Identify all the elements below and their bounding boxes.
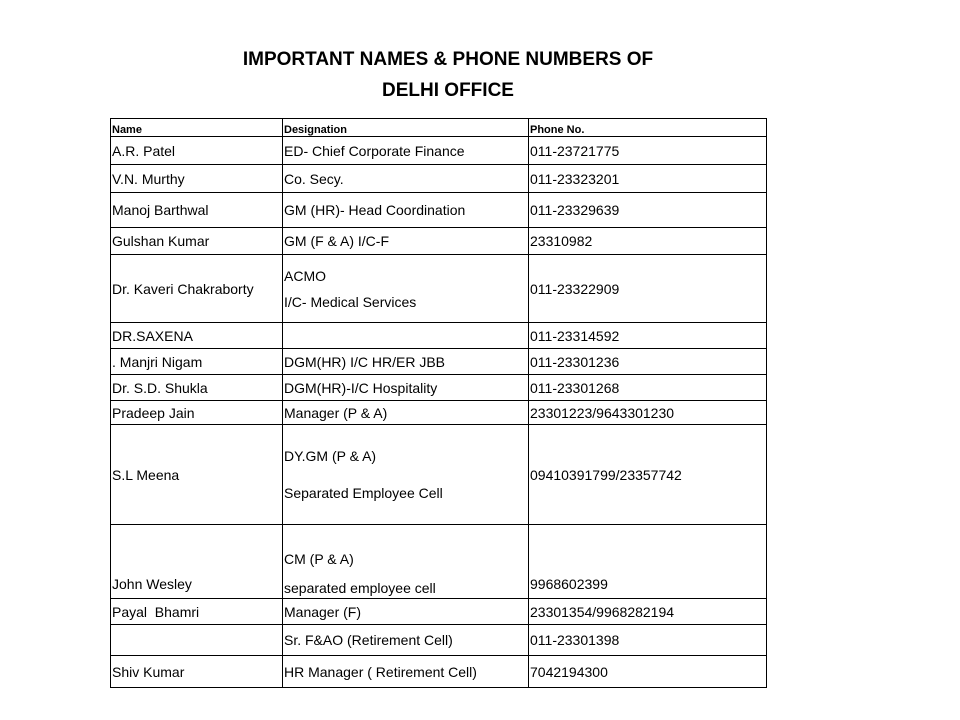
cell-designation: ED- Chief Corporate Finance	[283, 137, 529, 165]
table-row	[111, 599, 767, 625]
designation-line: separated employee cell	[284, 580, 436, 596]
cell-designation	[283, 323, 529, 349]
cell-name: DR.SAXENA	[111, 323, 283, 349]
cell-name: Shiv Kumar	[111, 656, 283, 688]
cell-name: Gulshan Kumar	[111, 228, 283, 255]
title-line-2: DELHI OFFICE	[382, 80, 514, 101]
cell-name: . Manjri Nigam	[111, 349, 283, 375]
cell-name	[111, 625, 283, 656]
cell-phone: 011-23314592	[529, 323, 767, 349]
cell-designation: Sr. F&AO (Retirement Cell)	[283, 625, 529, 656]
cell-phone: 23301354/9968282194	[529, 599, 767, 625]
table-row	[111, 193, 767, 228]
designation-line: I/C- Medical Services	[284, 293, 417, 310]
cell-designation: GM (F & A) I/C-F	[283, 228, 529, 255]
designation-line: ACMO	[284, 267, 326, 284]
cell-designation: HR Manager ( Retirement Cell)	[283, 656, 529, 688]
cell-phone: 011-23301268	[529, 375, 767, 401]
cell-phone: 011-23721775	[529, 137, 767, 165]
designation-line: CM (P & A)	[284, 551, 354, 567]
cell-name: John Wesley	[111, 525, 283, 599]
cell-phone: 23310982	[529, 228, 767, 255]
contacts-table	[110, 118, 767, 688]
table-row	[111, 401, 767, 425]
table-row	[111, 425, 767, 525]
cell-name: Payal Bhamri	[111, 599, 283, 625]
cell-phone: 011-23323201	[529, 165, 767, 193]
table-row	[111, 323, 767, 349]
cell-name: S.L Meena	[111, 425, 283, 525]
cell-phone: 011-23329639	[529, 193, 767, 228]
cell-phone: 011-23322909	[529, 255, 767, 323]
table-row	[111, 228, 767, 255]
cell-designation: Manager (P & A)	[283, 401, 529, 425]
cell-designation: Manager (F)	[283, 599, 529, 625]
cell-designation	[283, 525, 529, 599]
cell-name: V.N. Murthy	[111, 165, 283, 193]
cell-designation: DGM(HR) I/C HR/ER JBB	[283, 349, 529, 375]
table-header-row	[111, 119, 767, 137]
table-row	[111, 255, 767, 323]
designation-line: Separated Employee Cell	[284, 485, 443, 501]
table-row	[111, 375, 767, 401]
cell-phone: 23301223/9643301230	[529, 401, 767, 425]
cell-designation	[283, 425, 529, 525]
table-row	[111, 656, 767, 688]
table-row	[111, 625, 767, 656]
cell-phone: 011-23301236	[529, 349, 767, 375]
cell-name: Pradeep Jain	[111, 401, 283, 425]
cell-designation: Co. Secy.	[283, 165, 529, 193]
cell-phone: 011-23301398	[529, 625, 767, 656]
designation-line: DY.GM (P & A)	[284, 448, 377, 464]
header-designation: Designation	[283, 119, 529, 137]
cell-name: Dr. Kaveri Chakraborty	[111, 255, 283, 323]
table-row	[111, 165, 767, 193]
title-line-1: IMPORTANT NAMES & PHONE NUMBERS OF	[242, 49, 654, 70]
page-title	[148, 44, 748, 106]
cell-phone: 9968602399	[529, 525, 767, 599]
cell-designation: GM (HR)- Head Coordination	[283, 193, 529, 228]
cell-name: Manoj Barthwal	[111, 193, 283, 228]
header-phone: Phone No.	[529, 119, 767, 137]
cell-designation	[283, 255, 529, 323]
cell-name: Dr. S.D. Shukla	[111, 375, 283, 401]
table-row	[111, 349, 767, 375]
table-row	[111, 525, 767, 599]
table-row	[111, 137, 767, 165]
cell-phone: 09410391799/23357742	[529, 425, 767, 525]
cell-name: A.R. Patel	[111, 137, 283, 165]
cell-designation: DGM(HR)-I/C Hospitality	[283, 375, 529, 401]
header-name: Name	[111, 119, 283, 137]
cell-phone: 7042194300	[529, 656, 767, 688]
